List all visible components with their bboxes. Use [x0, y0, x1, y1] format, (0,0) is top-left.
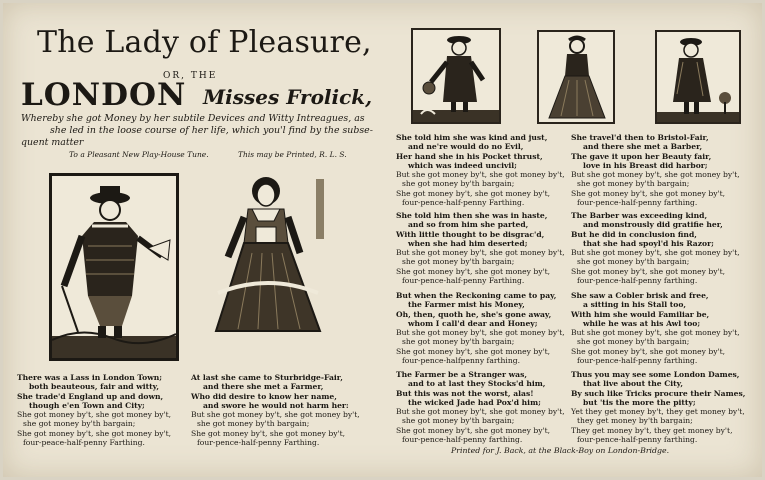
verse-line: Yet they get money by't, they get money by't, — [571, 407, 745, 417]
lady-standing-icon — [539, 32, 613, 122]
verse-line: But she got money by't, she got money by't, — [571, 170, 740, 180]
verse-line: whom I call'd dear and Honey; — [408, 318, 538, 328]
verse-line: She travel'd then to Bristol-Fair, — [571, 133, 709, 142]
verse-line: There was a Lass in London Town; — [17, 373, 163, 382]
verse-line: she got money by'th bargain; — [197, 419, 310, 429]
verse-line: and there she met a Farmer, — [203, 382, 324, 392]
verse-line: she got money by'th bargain; — [402, 179, 515, 189]
verse-4 — [396, 211, 565, 285]
subtitle-line: quent matter — [21, 137, 84, 148]
verse-line: four-pence-half-penny farthing. — [577, 435, 698, 445]
verse-line: With him she would Familiar be, — [571, 309, 710, 319]
verse-line: she got money by'th bargain; — [577, 179, 690, 189]
tune-note: To a Pleasant New Play-House Tune. — [69, 150, 209, 159]
verse-7 — [571, 133, 740, 207]
misses-frolick-heading: Misses Frolick, — [203, 85, 373, 109]
verse-line: four-pence-half-penny farthing. — [577, 198, 698, 208]
verse-line: four-pence-half-penny farthing. — [402, 435, 523, 445]
verse-2 — [191, 373, 360, 447]
verse-line: She got money by't, she got money by't, — [571, 266, 726, 276]
license-note: This may be Printed, R. L. S. — [238, 150, 347, 159]
verse-line: But this was not the worst, alas! — [396, 388, 534, 398]
verse-line: she got money by'th bargain; — [577, 337, 690, 347]
verse-line: a sitting in his Stall too, — [583, 300, 687, 310]
verse-line: She got money by't, she got money by't, — [396, 266, 551, 276]
verse-line: She got money by't, she got money by't, — [396, 425, 551, 435]
verse-line: she got money by'th bargain; — [23, 419, 136, 429]
verse-line: which was indeed uncivil; — [408, 160, 517, 170]
broadside-sheet — [3, 3, 762, 477]
verse-line: But she got money by't, she got money by't, — [396, 407, 565, 417]
verse-1 — [17, 373, 171, 447]
verse-line: With little thought to be disgrac'd, — [396, 229, 545, 239]
verse-line: She told him she was kind and just, — [396, 133, 548, 142]
woodcut-lady-standing — [537, 30, 615, 124]
verse-line: the wicked Jade had Pox'd him; — [408, 397, 541, 407]
verse-line: She got money by't, she got money by't, — [571, 188, 726, 198]
verse-line: and monstrously did gratifie her, — [583, 220, 723, 230]
woodcut-man-cloak — [655, 30, 741, 124]
verse-line: The gave it upon her Beauty fair, — [571, 151, 712, 161]
verse-line: She got money by't, she got money by't, — [571, 346, 726, 356]
verse-line: both beauteous, fair and witty, — [29, 382, 159, 392]
woodcut-gentleman — [49, 173, 179, 361]
or-the-label: OR, THE — [163, 71, 218, 81]
man-with-purse-icon — [413, 30, 499, 122]
lady-in-gown-icon — [208, 173, 328, 343]
verse-line: but 'tis the more the pitty; — [583, 397, 696, 407]
verse-line: and ne're would do no Evil, — [408, 142, 524, 152]
verse-6 — [396, 370, 565, 444]
woodcut-lady — [208, 173, 328, 343]
verse-line: Thus you may see some London Dames, — [571, 370, 740, 379]
london-heading: LONDON — [21, 77, 187, 113]
verse-line: She got money by't, she got money by't, — [396, 346, 551, 356]
subtitle-line: she led in the loose course of her life, which you'l find by the subse- — [50, 125, 373, 136]
man-in-cloak-icon — [657, 32, 739, 122]
verse-line: But she got money by't, she got money by't, — [571, 248, 740, 258]
verse-line: They get money by't, they get money by't, — [571, 425, 733, 435]
verse-line: Oh, then, quoth he, she's gone away, — [396, 309, 552, 319]
verse-line: they get money by'th bargain; — [577, 416, 693, 426]
verse-line: The Barber was exceeding kind, — [571, 211, 708, 220]
verse-line: four-pence-halfpenny farthing. — [402, 356, 521, 366]
verse-line: and swore he would not harm her: — [203, 400, 349, 410]
verse-line: she got money by'th bargain; — [402, 257, 515, 267]
verse-line: four-pence-half-penny Farthing. — [197, 438, 320, 448]
verse-line: She saw a Cobler brisk and free, — [571, 291, 709, 300]
verse-line: The Farmer be a Stranger was, — [396, 370, 527, 379]
verse-line: that she had spoyl'd his Razor; — [583, 238, 714, 248]
verse-line: She trade'd England up and down, — [17, 391, 164, 401]
verse-line: while he was at his Awl too; — [583, 318, 701, 328]
verse-line: At last she came to Sturbridge-Fair, — [191, 373, 343, 382]
verse-line: she got money by'th bargain; — [402, 416, 515, 426]
verse-line: four-pence-half-penny Farthing. — [402, 198, 525, 208]
verse-line: the Farmer mist his Money, — [408, 300, 525, 310]
verse-line: four-peace-half-penny Farthing. — [23, 438, 145, 448]
ballad-title: The Lady of Pleasure, — [37, 25, 372, 60]
verse-line: But she got money by't, she got money by't, — [191, 410, 360, 420]
verse-line: love in his Breast did harbor; — [583, 160, 708, 170]
gentleman-with-sword-icon — [52, 176, 176, 358]
verse-line: She got money by't, she got money by't, — [191, 428, 346, 438]
verse-5 — [396, 291, 565, 365]
verse-line: But when the Reckoning came to pay, — [396, 291, 557, 300]
verse-10 — [571, 370, 745, 444]
verse-line: She got money by't, she got money by't, — [17, 410, 172, 420]
verse-line: four-pence-half-penny farthing. — [577, 356, 698, 366]
verse-line: Her hand she in his Pocket thrust, — [396, 151, 543, 161]
verse-line: But he did in conclusion find, — [571, 229, 697, 239]
verse-3 — [396, 133, 565, 207]
verse-line: By such like Tricks procure their Names, — [571, 388, 746, 398]
verse-line: four-pence-half-penny Farthing. — [402, 276, 525, 286]
woodcut-man-purse — [411, 28, 501, 124]
verse-line: But she got money by't, she got money by't, — [396, 328, 565, 338]
verse-8 — [571, 211, 740, 285]
verse-line: But she got money by't, she got money by't, — [396, 248, 565, 258]
verse-line: and to at last they Stocks'd him, — [408, 379, 546, 389]
verse-line: But she got money by't, she got money by't, — [571, 328, 740, 338]
verse-line: that live about the City, — [583, 379, 683, 389]
verse-line: Who did desire to know her name, — [191, 391, 337, 401]
verse-line: when she had him deserted; — [408, 238, 528, 248]
verse-line: she got money by'th bargain; — [402, 337, 515, 347]
verse-line: four-pence-half-penny farthing. — [577, 276, 698, 286]
verse-line: and so from him she parted, — [408, 220, 529, 230]
verse-line: But she got money by't, she got money by't, — [396, 170, 565, 180]
verse-line: She told him then she was in haste, — [396, 211, 548, 220]
verse-9 — [571, 291, 740, 365]
printer-colophon: Printed for J. Back, at the Black-Boy on London-Bridge. — [451, 446, 670, 455]
verse-line: She got money by't, she got money by't, — [17, 428, 172, 438]
verse-line: though e'en Town and City; — [29, 400, 145, 410]
verse-line: and there she met a Barber, — [583, 142, 703, 152]
verse-line: She got money by't, she got money by't, — [396, 188, 551, 198]
subtitle-line: Whereby she got Money by her subtile Devices and Witty Intreagues, as — [21, 113, 365, 124]
verse-line: she got money by'th bargain; — [577, 257, 690, 267]
